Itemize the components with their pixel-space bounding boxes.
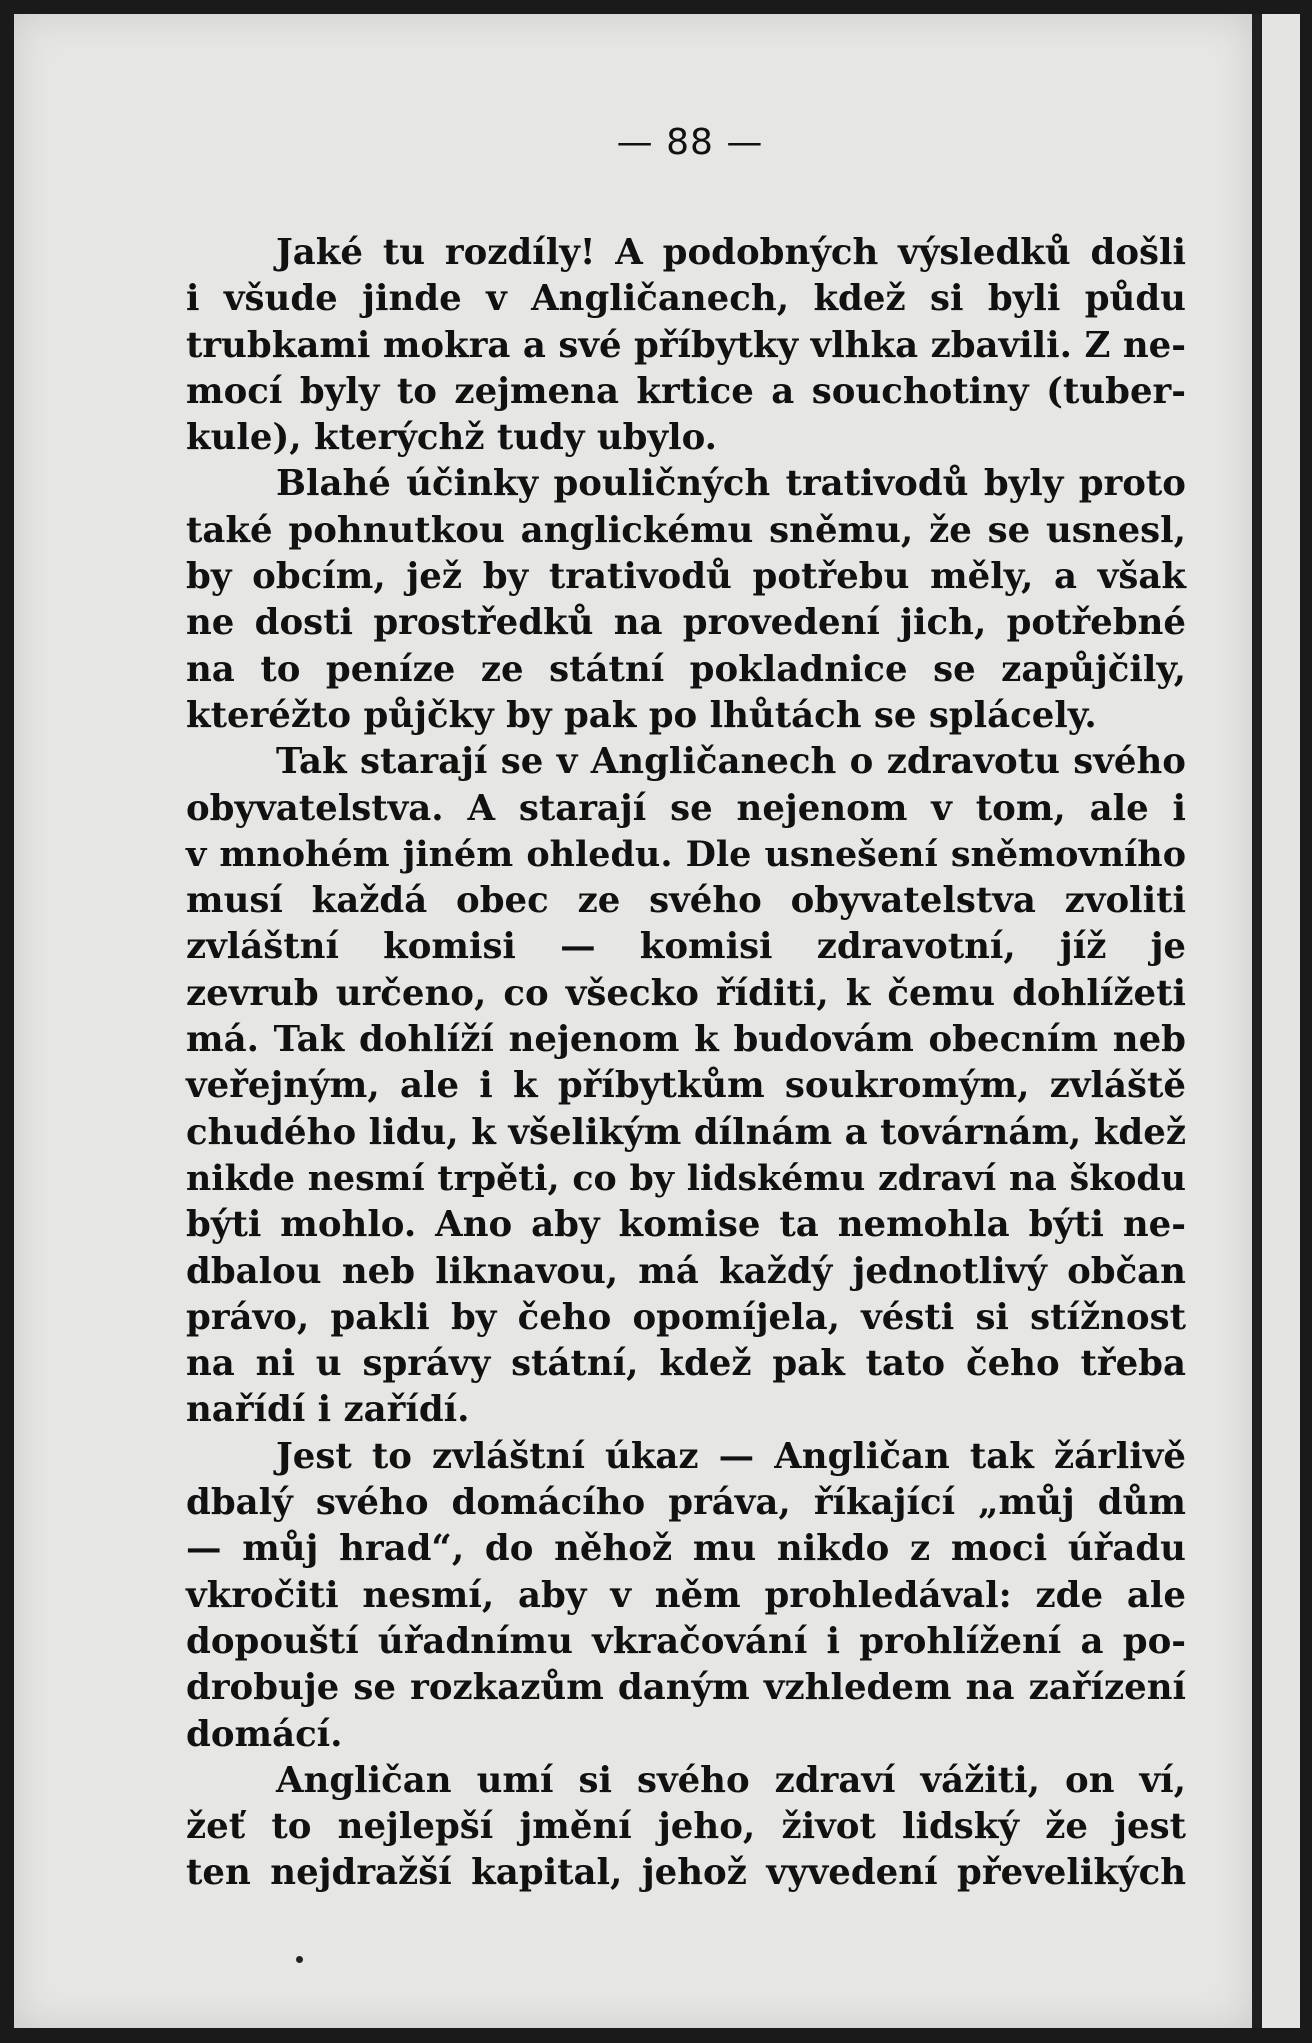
text-line: na to peníze ze státní pokladnice se zapůjčily, bbox=[186, 648, 1186, 690]
text-line: ten nejdražší kapital, jehož vyvedení převelikých bbox=[186, 1852, 1186, 1894]
text-line: Angličan umí si svého zdraví vážiti, on ví, bbox=[276, 1759, 1186, 1801]
text-line: na ni u správy státní, kdež pak tato čeho třeba bbox=[186, 1343, 1186, 1385]
text-line: dbalý svého domácího práva, říkající „můj dům bbox=[186, 1482, 1186, 1524]
ink-speck bbox=[296, 1956, 303, 1963]
text-line: musí každá obec ze svého obyvatelstva zvoliti bbox=[186, 880, 1186, 922]
text-line: trubkami mokra a své příbytky vlhka zbavili. Z ne- bbox=[186, 324, 1186, 366]
text-line: vkročiti nesmí, aby v něm prohledával: zde ale bbox=[186, 1574, 1186, 1616]
text-line: Tak starají se v Angličanech o zdravotu svého bbox=[276, 741, 1186, 783]
adjacent-page-edge bbox=[1262, 14, 1300, 2028]
text-line: Jest to zvláštní úkaz — Angličan tak žárlivě bbox=[276, 1435, 1186, 1477]
text-line: — můj hrad“, do něhož mu nikdo z moci úřadu bbox=[186, 1528, 1186, 1570]
text-line: v mnohém jiném ohledu. Dle usnešení sněmovního bbox=[186, 833, 1186, 875]
text-line: drobuje se rozkazům daným vzhledem na zařízení bbox=[186, 1667, 1186, 1709]
text-line: mocí byly to zejmena krtice a souchotiny (tuber- bbox=[186, 370, 1186, 412]
text-line: také pohnutkou anglickému sněmu, že se usnesl, bbox=[186, 509, 1186, 551]
text-line: dopouští úřadnímu vkračování i prohlížení a po- bbox=[186, 1620, 1186, 1662]
text-line: ne dosti prostředků na provedení jich, potřebné bbox=[186, 602, 1186, 644]
text-line: Blahé účinky pouličných trativodů byly proto bbox=[276, 463, 1186, 505]
text-line: nikde nesmí trpěti, co by lidskému zdraví na škodu bbox=[186, 1157, 1186, 1199]
text-line: žeť to nejlepší jmění jeho, život lidský že jest bbox=[186, 1806, 1186, 1848]
text-line: nařídí i zařídí. bbox=[186, 1389, 470, 1431]
body-text bbox=[186, 230, 1186, 1897]
text-line: i všude jinde v Angličanech, kdež si byli půdu bbox=[186, 278, 1186, 320]
page-gutter-edge bbox=[1252, 14, 1262, 2028]
page-number: — 88 — bbox=[616, 122, 764, 163]
text-line: by obcím, jež by trativodů potřebu měly, a však bbox=[186, 556, 1186, 598]
text-line: zvláštní komisi — komisi zdravotní, jíž je bbox=[186, 926, 1186, 968]
text-line: kteréžto půjčky by pak po lhůtách se splácely. bbox=[186, 694, 1097, 736]
text-line: dbalou neb liknavou, má každý jednotlivý občan bbox=[186, 1250, 1186, 1292]
text-line: domácí. bbox=[186, 1713, 343, 1755]
text-line: má. Tak dohlíží nejenom k budovám obecním neb bbox=[186, 1019, 1186, 1061]
text-line: býti mohlo. Ano aby komise ta nemohla býti ne- bbox=[186, 1204, 1186, 1246]
text-line: zevrub určeno, co všecko říditi, k čemu dohlížeti bbox=[186, 972, 1186, 1014]
text-line: právo, pakli by čeho opomíjela, vésti si stížnost bbox=[186, 1296, 1186, 1338]
text-line: veřejným, ale i k příbytkům soukromým, zvláště bbox=[186, 1065, 1186, 1107]
text-line: obyvatelstva. A starají se nejenom v tom, ale i bbox=[186, 787, 1186, 829]
text-line: Jaké tu rozdíly! A podobných výsledků došli bbox=[276, 232, 1186, 273]
text-line: kule), kterýchž tudy ubylo. bbox=[186, 417, 718, 459]
text-line: chudého lidu, k všelikým dílnám a továrnám, kdež bbox=[186, 1111, 1186, 1153]
